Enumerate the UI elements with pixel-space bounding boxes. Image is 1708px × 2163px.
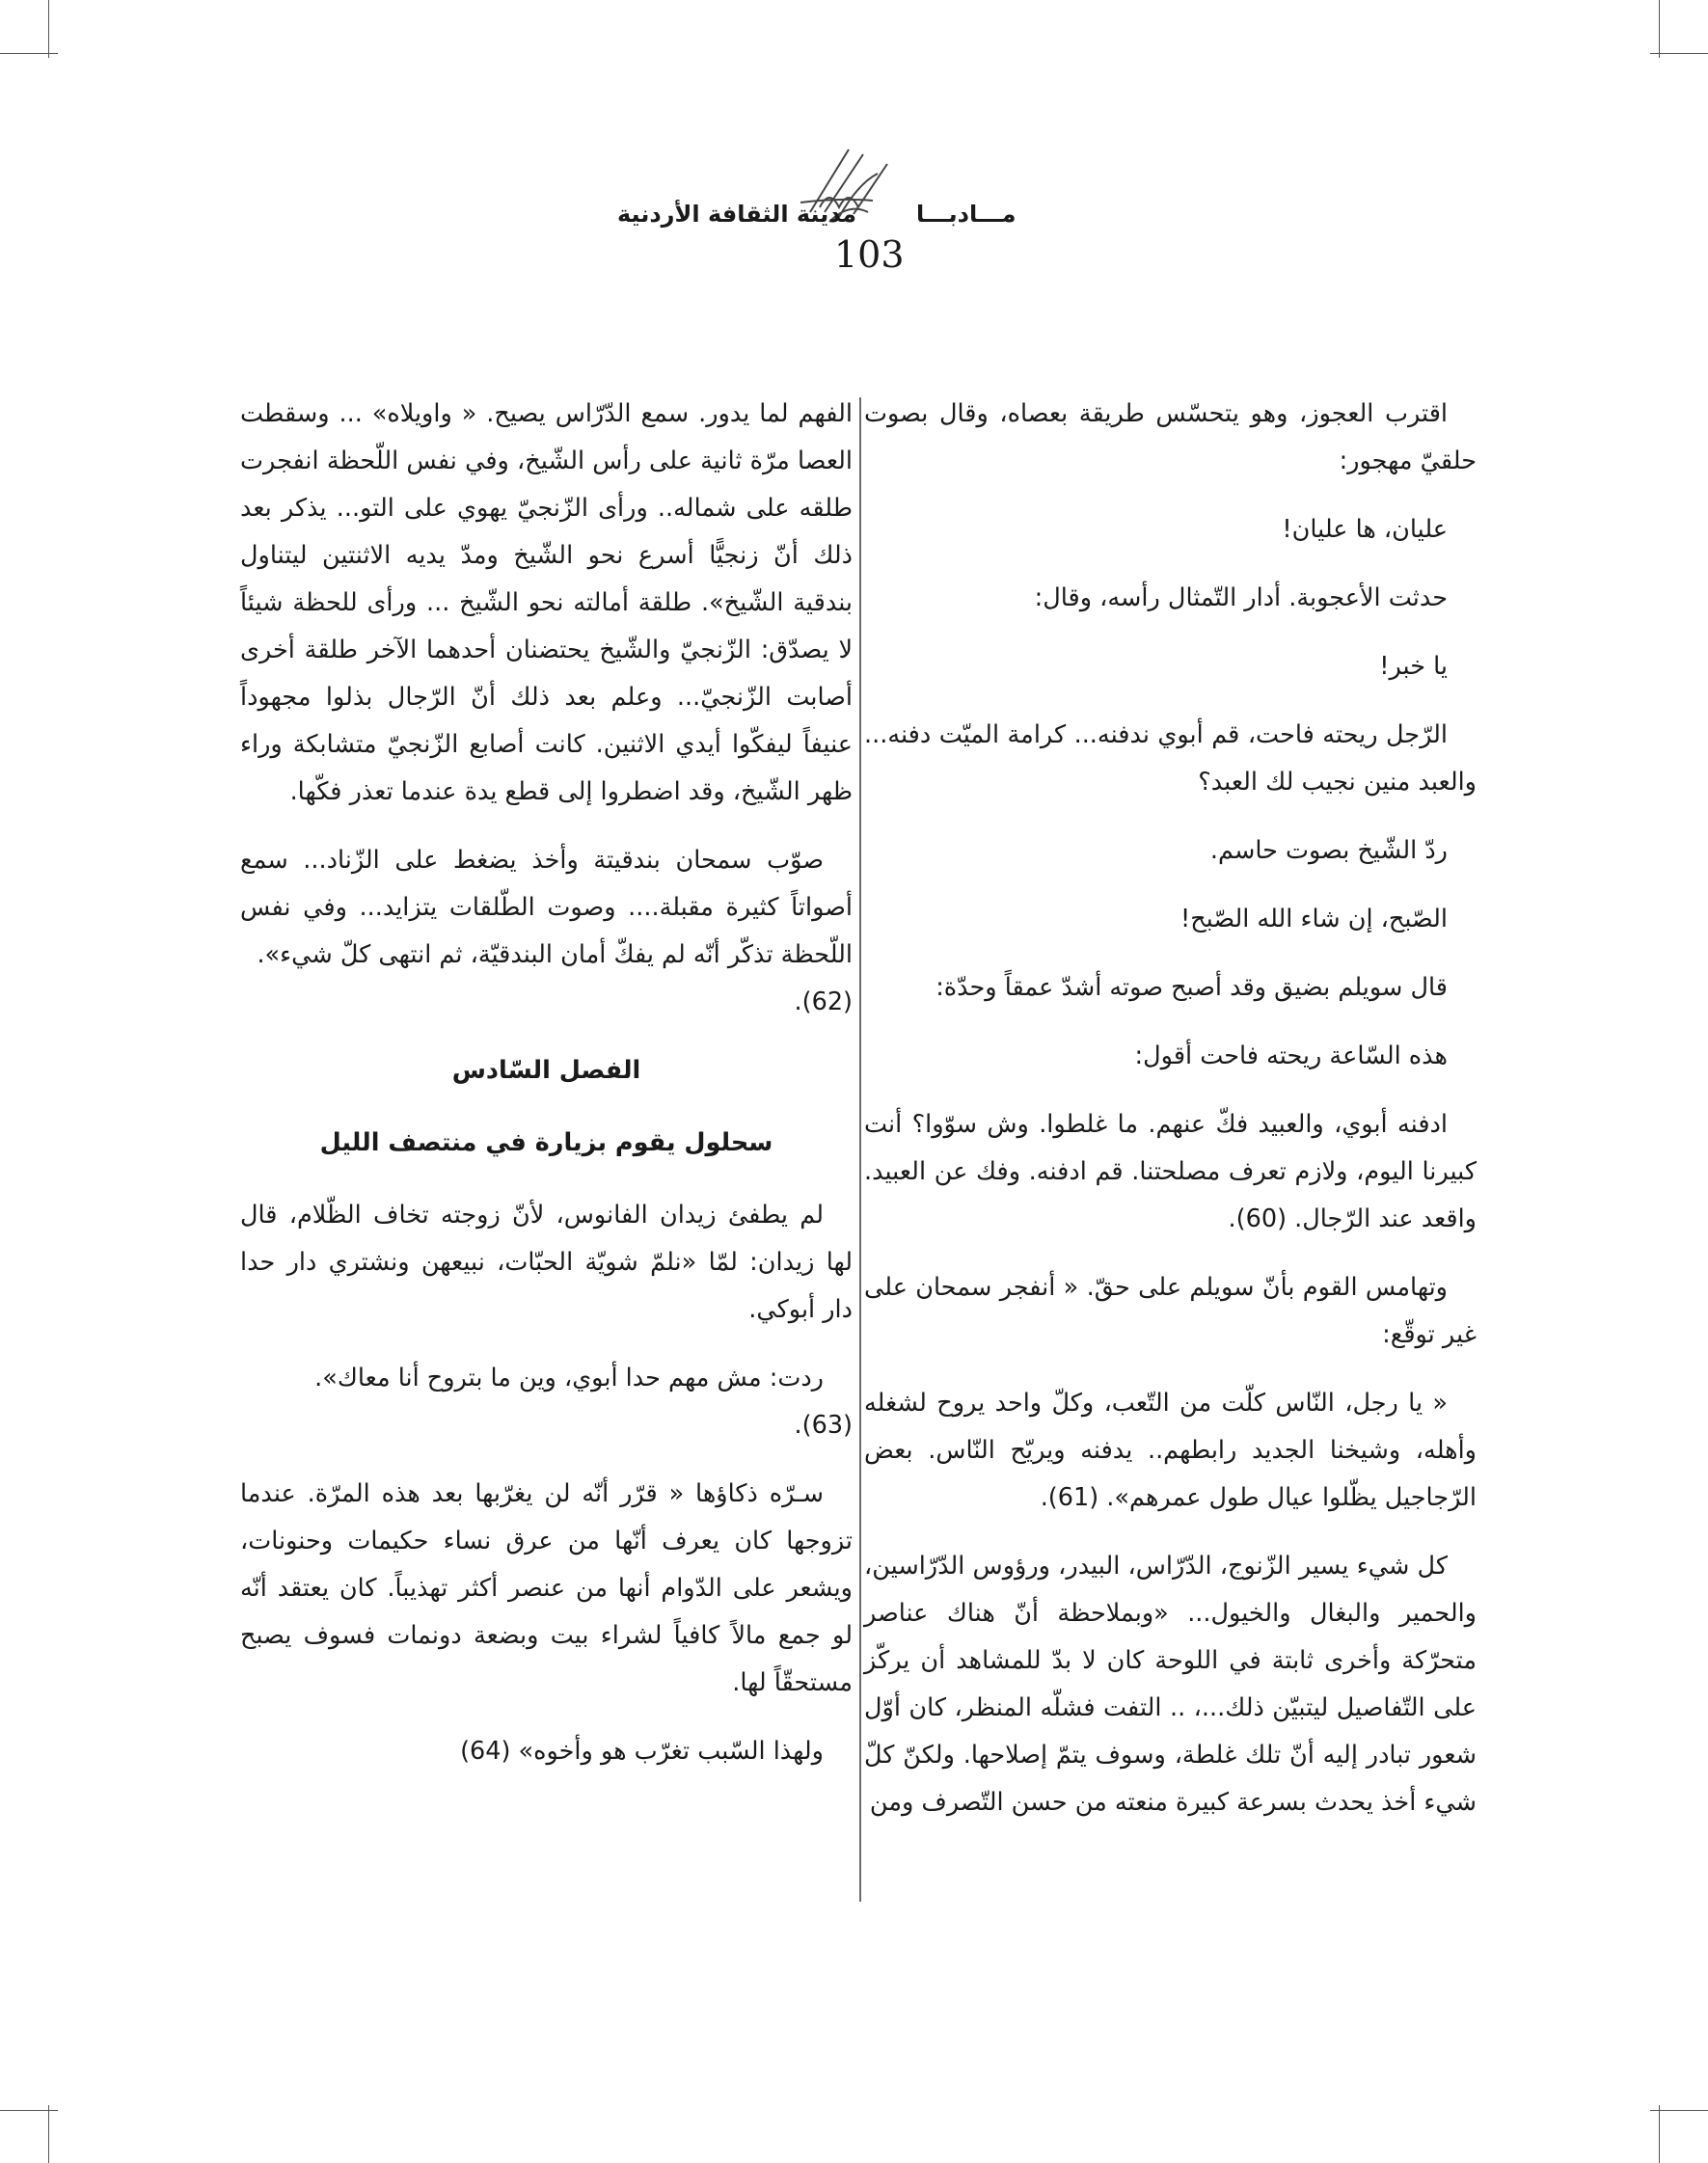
paragraph: هذه السّاعة ريحته فاحت أقول: — [1134, 1041, 1448, 1070]
paragraph: سـرّه ذكاؤها « قرّر أنّه لن يغرّبها بعد هذه المرّة. عندما تزوجها كان يعرف أنّها من عرق نساء حكيمات وحنونات، ويشعر على الدّوام أنها من عنصر أكثر تهذيباً. كان يعتقد أنّه لو جمع مالاً كافياً لشراء بيت وبضعة دونمات فسوف يصبح مستحقّاً لها. — [240, 1479, 853, 1697]
crop-mark — [48, 2105, 49, 2163]
paragraph: ولهذا السّبب تغرّب هو وأخوه» (64) — [460, 1737, 824, 1766]
paragraph: حدثت الأعجوبة. أدار التّمثال رأسه، وقال: — [1034, 583, 1448, 612]
chapter-subtitle: سحلول يقوم بزيارة في منتصف الليل — [319, 1128, 773, 1157]
paragraph: قال سويلم بضيق وقد أصبح صوته أشدّ عمقاً وحدّة: — [935, 973, 1448, 1002]
header-madaba: مـــادبـــا — [916, 201, 1017, 228]
page-number: 103 — [834, 233, 905, 276]
crop-mark — [1659, 0, 1660, 58]
paragraph: ردت: مش مهم حدا أبوي، وين ما بتروح أنا معاك». — [314, 1364, 824, 1392]
crop-mark — [0, 2110, 58, 2111]
paragraph: الفهم لما يدور. سمع الدّرّاس يصيح. « واويلاه» ... وسقطت العصا مرّة ثانية على رأس الشّيخ، وفي نفس اللّحظة انفجرت طلقه على شماله.. ورأى الزّنجيّ يهوي على التو... يذكر بعد ذلك أنّ زنجيًّا أسرع نحو الشّيخ ومدّ يديه الاثنتين ليتناول بندقية الشّيخ». طلقة أمالته نحو الشّيخ ... ورأى للحظة شيئاً لا يصدّق: الزّنجيّ والشّيخ يحتضنان أحدهما الآخر طلقة أخرى أصابت الزّنجيّ... وعلم بعد ذلك أنّ الرّجال بذلوا مجهوداً عنيفاً ليفكّوا أيدي الاثنين. كانت أصابع الزّنجيّ متشابكة وراء ظهر الشّيخ، وقد اضطروا إلى قطع يدة عندما تعذر فكّها. — [240, 399, 853, 806]
chapter-title: الفصل السّادس — [451, 1056, 641, 1085]
paragraph: « يا رجل، النّاس كلّت من التّعب، وكلّ واحد يروح لشغله وأهله، وشيخنا الجديد رابطهم.. يدفنه ويريّح النّاس. بعض الرّجاجيل يظّلوا عيال طول عمرهم». (61). — [864, 1389, 1477, 1512]
citation: (62). — [794, 987, 853, 1016]
crop-mark — [0, 53, 58, 54]
paragraph: اقترب العجوز، وهو يتحسّس طريقة بعصاه، وقال بصوت حلقيّ مهجور: — [864, 399, 1477, 475]
paragraph: الرّجل ريحته فاحت، قم أبوي ندفنه... كرامة الميّت دفنه... والعبد منين نجيب لك العبد؟ — [864, 720, 1477, 797]
paragraph: وتهامس القوم بأنّ سويلم على حقّ. « أنفجر سمحان على غير توقّع: — [864, 1273, 1477, 1349]
citation: (63). — [794, 1411, 853, 1440]
crop-mark — [1659, 2105, 1660, 2163]
column-divider — [859, 397, 861, 1902]
paragraph: ادفنه أبوي، والعبيد فكّ عنهم. ما غلطوا. وش سوّوا؟ أنت كبيرنا اليوم، ولازم تعرف مصلحتنا. قم ادفنه. وفك عن العبيد. واقعد عند الرّجال. (60). — [864, 1110, 1477, 1233]
paragraph: الصّبح، إن شاء الله الصّبح! — [1179, 905, 1448, 933]
header-city-title: مدينة الثقافة الأردنية — [617, 201, 856, 228]
paragraph: عليان، ها عليان! — [1282, 515, 1448, 544]
right-column — [864, 391, 1477, 1848]
crop-mark — [1650, 2110, 1708, 2111]
crop-mark — [1650, 53, 1708, 54]
left-column — [240, 391, 853, 1797]
paragraph: لم يطفئ زيدان الفانوس، لأنّ زوجته تخاف الظّلام، قال لها زيدان: لمّا «نلمّ شويّة الحبّات، نبيعهن ونشتري دار حدا دار أبوكي. — [240, 1201, 853, 1324]
page-header — [598, 145, 1109, 289]
paragraph: صوّب سمحان بندقيتة وأخذ يضغط على الزّناد... سمع أصواتاً كثيرة مقبلة.... وصوت الطّلقات يتزايد... وفي نفس اللّحظة تذكّر أنّه لم يفكّ أمان البندقيّة، ثم انتهى كلّ شيء». — [240, 846, 853, 969]
crop-mark — [48, 0, 49, 58]
paragraph: كل شيء يسير الزّنوج، الدّرّاس، البيدر، ورؤوس الدّرّاسين، والحمير والبغال والخيول... «وبملاحظة أنّ هناك عناصر متحرّكة وأخرى ثابتة في اللوحة كان لا بدّ للمشاهد أن يركّز على التّفاصيل ليتبيّن ذلك...، .. التفت فشلّه المنظر، كان أوّل شعور تبادر إليه أنّ تلك غلطة، وسوف يتمّ إصلاحها. ولكنّ كلّ شيء أخذ يحدث بسرعة كبيرة منعته من حسن التّصرف ومن — [864, 1552, 1477, 1817]
paragraph: ردّ الشّيخ بصوت حاسم. — [1209, 836, 1448, 865]
paragraph: يا خبر! — [1379, 652, 1448, 681]
